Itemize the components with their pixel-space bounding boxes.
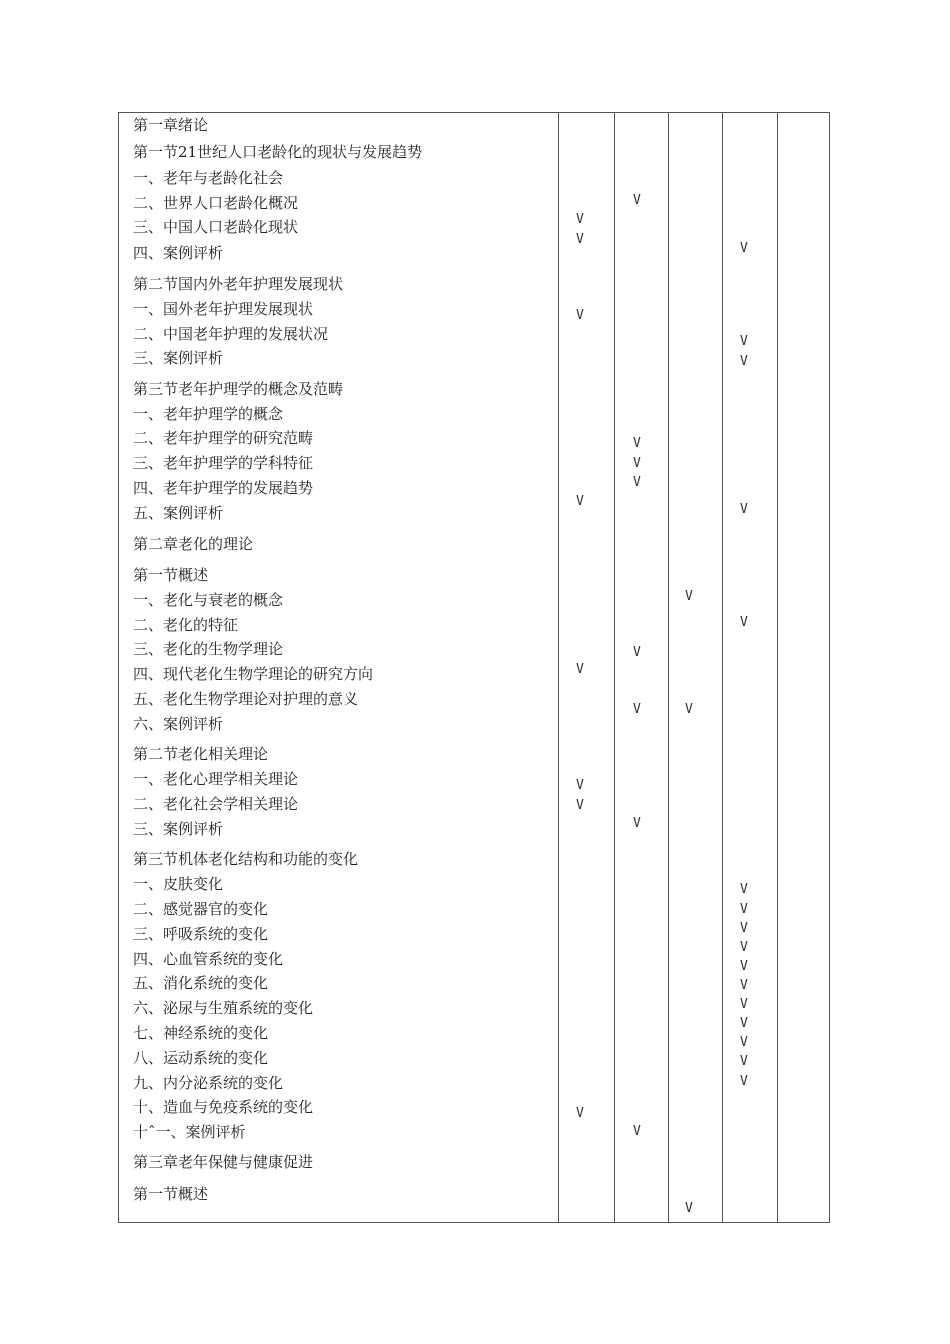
- check-mark: V: [633, 702, 641, 717]
- syllabus-line: 二、老年护理学的研究范畴: [133, 429, 314, 447]
- check-mark: V: [633, 645, 641, 660]
- syllabus-line: 五、老化生物学理论对护理的意义: [133, 690, 359, 708]
- syllabus-line: 第二节老化相关理论: [133, 745, 269, 763]
- check-mark: V: [685, 589, 693, 604]
- syllabus-line: 第一节21世纪人口老龄化的现状与发展趋势: [133, 143, 423, 161]
- syllabus-line: 二、世界人口老龄化概况: [133, 194, 299, 212]
- syllabus-line: 一、老化与衰老的概念: [133, 591, 284, 609]
- check-mark: V: [740, 940, 748, 955]
- check-mark: V: [740, 921, 748, 936]
- check-mark: V: [633, 456, 641, 471]
- syllabus-line: 三、老年护理学的学科特征: [133, 454, 314, 472]
- syllabus-line: 第二章老化的理论: [133, 535, 254, 553]
- syllabus-line: 第一章绪论: [133, 116, 209, 134]
- check-mark: V: [740, 1074, 748, 1089]
- check-mark: V: [740, 502, 748, 517]
- syllabus-line: 第一节概述: [133, 1185, 209, 1203]
- check-mark: V: [576, 1106, 584, 1121]
- column-divider: [558, 113, 559, 1222]
- syllabus-line: 二、感觉器官的变化: [133, 900, 269, 918]
- check-mark: V: [633, 1124, 641, 1139]
- syllabus-line: 四、老年护理学的发展趋势: [133, 479, 314, 497]
- syllabus-line: 二、中国老年护理的发展状况: [133, 325, 329, 343]
- check-mark: V: [576, 232, 584, 247]
- syllabus-line: 三、老化的生物学理论: [133, 640, 284, 658]
- syllabus-line: 五、消化系统的变化: [133, 974, 269, 992]
- check-mark: V: [740, 978, 748, 993]
- syllabus-line: 四、心血管系统的变化: [133, 950, 284, 968]
- check-mark: V: [740, 354, 748, 369]
- check-mark: V: [576, 308, 584, 323]
- check-mark: V: [740, 241, 748, 256]
- syllabus-line: 四、案例评析: [133, 244, 224, 262]
- check-mark: V: [576, 778, 584, 793]
- check-mark: V: [740, 997, 748, 1012]
- column-divider: [722, 113, 723, 1222]
- check-mark: V: [576, 798, 584, 813]
- syllabus-line: 二、老化社会学相关理论: [133, 795, 299, 813]
- syllabus-line: 九、内分泌系统的变化: [133, 1074, 284, 1092]
- syllabus-line: 六、案例评析: [133, 715, 224, 733]
- check-mark: V: [576, 212, 584, 227]
- syllabus-line: 六、泌尿与生殖系统的变化: [133, 999, 314, 1017]
- check-mark: V: [633, 816, 641, 831]
- check-mark: V: [633, 436, 641, 451]
- syllabus-line: 三、案例评析: [133, 349, 224, 367]
- check-mark: V: [576, 494, 584, 509]
- check-mark: V: [740, 1054, 748, 1069]
- check-mark: V: [740, 959, 748, 974]
- check-mark: V: [740, 615, 748, 630]
- check-mark: V: [740, 1016, 748, 1031]
- check-mark: V: [633, 475, 641, 490]
- column-divider: [777, 113, 778, 1222]
- syllabus-line: 五、案例评析: [133, 504, 224, 522]
- syllabus-line: 八、运动系统的变化: [133, 1049, 269, 1067]
- syllabus-line: 第三章老年保健与健康促进: [133, 1153, 314, 1171]
- syllabus-line: 二、老化的特征: [133, 616, 239, 634]
- check-mark: V: [740, 1035, 748, 1050]
- syllabus-line: 一、老化心理学相关理论: [133, 770, 299, 788]
- check-mark: V: [740, 882, 748, 897]
- syllabus-line: 三、案例评析: [133, 820, 224, 838]
- syllabus-line: 一、老年与老龄化社会: [133, 169, 284, 187]
- syllabus-line: 一、老年护理学的概念: [133, 405, 284, 423]
- check-mark: V: [740, 902, 748, 917]
- syllabus-line: 三、中国人口老龄化现状: [133, 218, 299, 236]
- check-mark: V: [576, 662, 584, 677]
- syllabus-line: 第三节机体老化结构和功能的变化: [133, 850, 359, 868]
- syllabus-line: 第三节老年护理学的概念及范畴: [133, 380, 344, 398]
- check-mark: V: [685, 702, 693, 717]
- check-mark: V: [740, 334, 748, 349]
- syllabus-table: [118, 112, 830, 1223]
- syllabus-line: 一、皮肤变化: [133, 875, 224, 893]
- syllabus-line: 第二节国内外老年护理发展现状: [133, 275, 344, 293]
- syllabus-line: 十、造血与免疫系统的变化: [133, 1098, 314, 1116]
- check-mark: V: [633, 193, 641, 208]
- syllabus-line: 三、呼吸系统的变化: [133, 925, 269, 943]
- syllabus-line: 第一节概述: [133, 566, 209, 584]
- syllabus-line: 七、神经系统的变化: [133, 1024, 269, 1042]
- syllabus-line: 一、国外老年护理发展现状: [133, 300, 314, 318]
- syllabus-line: 十ˆ一、案例评析: [133, 1123, 246, 1141]
- column-divider: [614, 113, 615, 1222]
- column-divider: [668, 113, 669, 1222]
- syllabus-line: 四、现代老化生物学理论的研究方向: [133, 665, 374, 683]
- check-mark: V: [685, 1201, 693, 1216]
